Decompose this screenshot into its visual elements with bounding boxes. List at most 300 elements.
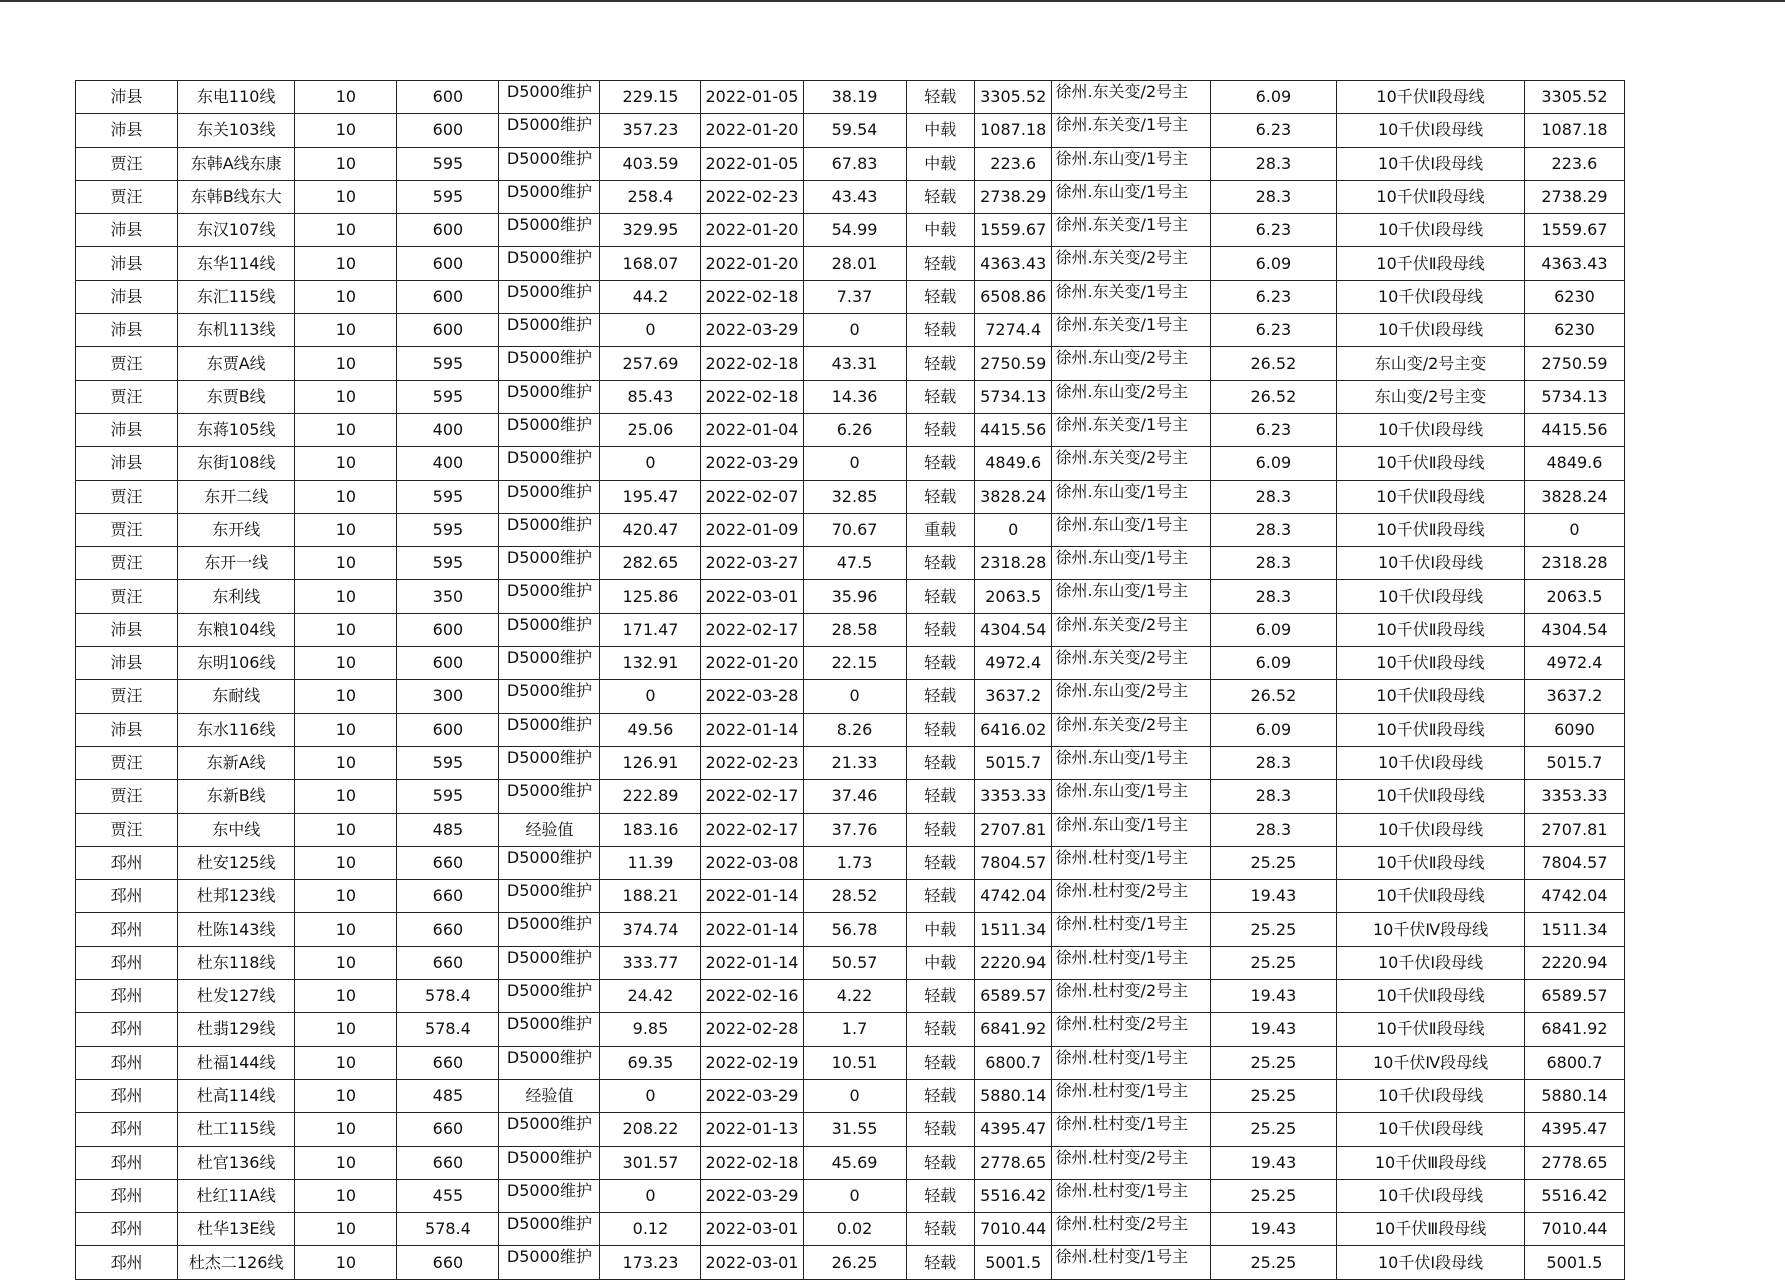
transformer-load-cell: 25.25 <box>1210 913 1337 946</box>
load-rate-cell: 70.67 <box>803 513 906 546</box>
main-transformer-cell: 徐州.东关变/2号主 <box>1052 81 1210 114</box>
table-row <box>76 780 1625 813</box>
bus-section-cell: 10千伏Ⅱ段母线 <box>1337 513 1525 546</box>
transformer-load-cell: 25.25 <box>1210 1079 1337 1112</box>
voltage-cell: 10 <box>295 1079 397 1112</box>
load-level-cell: 轻载 <box>906 280 974 313</box>
region-cell: 邳州 <box>76 1246 178 1279</box>
max-current-cell: 11.39 <box>600 846 701 879</box>
available-capacity-cell: 6841.92 <box>974 1013 1052 1046</box>
bus-section-cell: 10千伏Ⅱ段母线 <box>1337 480 1525 513</box>
voltage-cell: 10 <box>295 980 397 1013</box>
available-capacity-cell: 4415.56 <box>974 413 1052 446</box>
region-cell: 邳州 <box>76 980 178 1013</box>
open-capacity-cell: 3353.33 <box>1524 780 1624 813</box>
source-cell: D5000维护 <box>499 114 600 147</box>
date-cell: 2022-03-29 <box>701 314 803 347</box>
max-current-cell: 0 <box>600 680 701 713</box>
bus-section-cell: 10千伏Ⅱ段母线 <box>1337 880 1525 913</box>
rated-current-cell: 600 <box>397 713 499 746</box>
main-transformer-cell: 徐州.东山变/1号主 <box>1052 547 1210 580</box>
voltage-cell: 10 <box>295 347 397 380</box>
region-cell: 贾汪 <box>76 347 178 380</box>
date-cell: 2022-02-17 <box>701 613 803 646</box>
open-capacity-cell: 2707.81 <box>1524 813 1624 846</box>
main-transformer-cell: 徐州.东关变/2号主 <box>1052 713 1210 746</box>
load-level-cell: 轻载 <box>906 1046 974 1079</box>
main-transformer-cell: 徐州.东关变/2号主 <box>1052 247 1210 280</box>
transformer-load-cell: 25.25 <box>1210 1179 1337 1212</box>
source-cell: D5000维护 <box>499 713 600 746</box>
open-capacity-cell: 5001.5 <box>1524 1246 1624 1279</box>
bus-section-cell: 10千伏Ⅰ段母线 <box>1337 547 1525 580</box>
source-cell: D5000维护 <box>499 746 600 779</box>
transformer-load-cell: 25.25 <box>1210 846 1337 879</box>
rated-current-cell: 600 <box>397 613 499 646</box>
region-cell: 沛县 <box>76 280 178 313</box>
max-current-cell: 403.59 <box>600 147 701 180</box>
source-cell: D5000维护 <box>499 513 600 546</box>
line-name-cell: 东耐线 <box>178 680 295 713</box>
bus-section-cell: 10千伏Ⅳ段母线 <box>1337 1046 1525 1079</box>
max-current-cell: 125.86 <box>600 580 701 613</box>
table-row <box>76 347 1625 380</box>
voltage-cell: 10 <box>295 1179 397 1212</box>
line-name-cell: 东韩A线东康 <box>178 147 295 180</box>
load-rate-cell: 32.85 <box>803 480 906 513</box>
available-capacity-cell: 6589.57 <box>974 980 1052 1013</box>
open-capacity-cell: 2318.28 <box>1524 547 1624 580</box>
transformer-load-cell: 28.3 <box>1210 480 1337 513</box>
region-cell: 邳州 <box>76 946 178 979</box>
source-cell: D5000维护 <box>499 447 600 480</box>
open-capacity-cell: 6230 <box>1524 314 1624 347</box>
rated-current-cell: 660 <box>397 946 499 979</box>
table-row <box>76 913 1625 946</box>
rated-current-cell: 595 <box>397 746 499 779</box>
source-cell: D5000维护 <box>499 247 600 280</box>
date-cell: 2022-01-05 <box>701 81 803 114</box>
source-cell: D5000维护 <box>499 1213 600 1246</box>
transformer-load-cell: 28.3 <box>1210 180 1337 213</box>
date-cell: 2022-02-28 <box>701 1013 803 1046</box>
load-level-cell: 轻载 <box>906 980 974 1013</box>
voltage-cell: 10 <box>295 746 397 779</box>
main-transformer-cell: 徐州.杜村变/1号主 <box>1052 946 1210 979</box>
open-capacity-cell: 2750.59 <box>1524 347 1624 380</box>
load-level-cell: 轻载 <box>906 81 974 114</box>
transformer-load-cell: 6.09 <box>1210 447 1337 480</box>
line-name-cell: 东韩B线东大 <box>178 180 295 213</box>
bus-section-cell: 10千伏Ⅰ段母线 <box>1337 580 1525 613</box>
load-level-cell: 轻载 <box>906 1246 974 1279</box>
transformer-load-cell: 6.09 <box>1210 647 1337 680</box>
transformer-load-cell: 6.09 <box>1210 247 1337 280</box>
bus-section-cell: 10千伏Ⅱ段母线 <box>1337 980 1525 1013</box>
table-row <box>76 147 1625 180</box>
region-cell: 邳州 <box>76 880 178 913</box>
main-transformer-cell: 徐州.东山变/2号主 <box>1052 380 1210 413</box>
table-row <box>76 613 1625 646</box>
line-name-cell: 杜陈143线 <box>178 913 295 946</box>
voltage-cell: 10 <box>295 846 397 879</box>
voltage-cell: 10 <box>295 180 397 213</box>
load-rate-cell: 56.78 <box>803 913 906 946</box>
load-rate-cell: 1.7 <box>803 1013 906 1046</box>
date-cell: 2022-03-28 <box>701 680 803 713</box>
transformer-load-cell: 28.3 <box>1210 147 1337 180</box>
table-row <box>76 680 1625 713</box>
rated-current-cell: 660 <box>397 846 499 879</box>
rated-current-cell: 595 <box>397 480 499 513</box>
load-level-cell: 轻载 <box>906 647 974 680</box>
max-current-cell: 333.77 <box>600 946 701 979</box>
table-row <box>76 247 1625 280</box>
load-rate-cell: 0.02 <box>803 1213 906 1246</box>
rated-current-cell: 595 <box>397 513 499 546</box>
main-transformer-cell: 徐州.杜村变/1号主 <box>1052 1179 1210 1212</box>
region-cell: 沛县 <box>76 613 178 646</box>
transformer-load-cell: 28.3 <box>1210 813 1337 846</box>
table-row <box>76 647 1625 680</box>
open-capacity-cell: 5734.13 <box>1524 380 1624 413</box>
date-cell: 2022-02-23 <box>701 180 803 213</box>
load-level-cell: 中载 <box>906 147 974 180</box>
line-name-cell: 东关103线 <box>178 114 295 147</box>
region-cell: 邳州 <box>76 1046 178 1079</box>
table-row <box>76 746 1625 779</box>
available-capacity-cell: 1087.18 <box>974 114 1052 147</box>
table-row <box>76 1013 1625 1046</box>
region-cell: 沛县 <box>76 647 178 680</box>
main-transformer-cell: 徐州.东山变/1号主 <box>1052 180 1210 213</box>
voltage-cell: 10 <box>295 580 397 613</box>
voltage-cell: 10 <box>295 480 397 513</box>
max-current-cell: 49.56 <box>600 713 701 746</box>
main-transformer-cell: 徐州.东关变/1号主 <box>1052 314 1210 347</box>
transformer-load-cell: 6.09 <box>1210 81 1337 114</box>
source-cell: D5000维护 <box>499 314 600 347</box>
voltage-cell: 10 <box>295 680 397 713</box>
available-capacity-cell: 7274.4 <box>974 314 1052 347</box>
available-capacity-cell: 5734.13 <box>974 380 1052 413</box>
date-cell: 2022-02-18 <box>701 347 803 380</box>
load-level-cell: 轻载 <box>906 314 974 347</box>
source-cell: 经验值 <box>499 813 600 846</box>
voltage-cell: 10 <box>295 1146 397 1179</box>
rated-current-cell: 600 <box>397 214 499 247</box>
source-cell: D5000维护 <box>499 1246 600 1279</box>
rated-current-cell: 660 <box>397 913 499 946</box>
source-cell: D5000维护 <box>499 946 600 979</box>
line-name-cell: 东开二线 <box>178 480 295 513</box>
bus-section-cell: 10千伏Ⅱ段母线 <box>1337 180 1525 213</box>
transformer-load-cell: 6.23 <box>1210 314 1337 347</box>
rated-current-cell: 400 <box>397 413 499 446</box>
load-rate-cell: 21.33 <box>803 746 906 779</box>
available-capacity-cell: 4972.4 <box>974 647 1052 680</box>
open-capacity-cell: 2220.94 <box>1524 946 1624 979</box>
main-transformer-cell: 徐州.东山变/2号主 <box>1052 347 1210 380</box>
max-current-cell: 183.16 <box>600 813 701 846</box>
main-transformer-cell: 徐州.东山变/1号主 <box>1052 780 1210 813</box>
load-level-cell: 轻载 <box>906 746 974 779</box>
voltage-cell: 10 <box>295 114 397 147</box>
source-cell: D5000维护 <box>499 846 600 879</box>
load-rate-cell: 28.58 <box>803 613 906 646</box>
source-cell: D5000维护 <box>499 413 600 446</box>
rated-current-cell: 485 <box>397 813 499 846</box>
table-row <box>76 1179 1625 1212</box>
date-cell: 2022-01-13 <box>701 1113 803 1146</box>
max-current-cell: 374.74 <box>600 913 701 946</box>
voltage-cell: 10 <box>295 613 397 646</box>
bus-section-cell: 10千伏Ⅰ段母线 <box>1337 413 1525 446</box>
load-level-cell: 轻载 <box>906 1113 974 1146</box>
rated-current-cell: 600 <box>397 247 499 280</box>
open-capacity-cell: 6230 <box>1524 280 1624 313</box>
transformer-load-cell: 28.3 <box>1210 547 1337 580</box>
line-name-cell: 杜邦123线 <box>178 880 295 913</box>
open-capacity-cell: 6589.57 <box>1524 980 1624 1013</box>
transformer-load-cell: 19.43 <box>1210 980 1337 1013</box>
bus-section-cell: 10千伏Ⅰ段母线 <box>1337 1113 1525 1146</box>
source-cell: D5000维护 <box>499 547 600 580</box>
max-current-cell: 257.69 <box>600 347 701 380</box>
available-capacity-cell: 3353.33 <box>974 780 1052 813</box>
load-level-cell: 轻载 <box>906 813 974 846</box>
source-cell: D5000维护 <box>499 480 600 513</box>
date-cell: 2022-02-23 <box>701 746 803 779</box>
bus-section-cell: 10千伏Ⅱ段母线 <box>1337 247 1525 280</box>
date-cell: 2022-02-19 <box>701 1046 803 1079</box>
voltage-cell: 10 <box>295 447 397 480</box>
open-capacity-cell: 2063.5 <box>1524 580 1624 613</box>
line-name-cell: 杜华13E线 <box>178 1213 295 1246</box>
bus-section-cell: 东山变/2号主变 <box>1337 380 1525 413</box>
table-row <box>76 114 1625 147</box>
transformer-load-cell: 6.23 <box>1210 114 1337 147</box>
date-cell: 2022-01-20 <box>701 247 803 280</box>
load-rate-cell: 28.52 <box>803 880 906 913</box>
source-cell: D5000维护 <box>499 347 600 380</box>
region-cell: 沛县 <box>76 447 178 480</box>
bus-section-cell: 10千伏Ⅰ段母线 <box>1337 147 1525 180</box>
source-cell: 经验值 <box>499 1079 600 1112</box>
line-name-cell: 东机113线 <box>178 314 295 347</box>
max-current-cell: 188.21 <box>600 880 701 913</box>
max-current-cell: 229.15 <box>600 81 701 114</box>
line-name-cell: 东新B线 <box>178 780 295 813</box>
voltage-cell: 10 <box>295 913 397 946</box>
voltage-cell: 10 <box>295 880 397 913</box>
transformer-load-cell: 25.25 <box>1210 1046 1337 1079</box>
line-name-cell: 东开一线 <box>178 547 295 580</box>
load-level-cell: 轻载 <box>906 547 974 580</box>
max-current-cell: 0 <box>600 1079 701 1112</box>
region-cell: 贾汪 <box>76 380 178 413</box>
load-rate-cell: 8.26 <box>803 713 906 746</box>
voltage-cell: 10 <box>295 946 397 979</box>
table-row <box>76 1213 1625 1246</box>
load-rate-cell: 28.01 <box>803 247 906 280</box>
date-cell: 2022-01-14 <box>701 913 803 946</box>
region-cell: 贾汪 <box>76 480 178 513</box>
source-cell: D5000维护 <box>499 280 600 313</box>
load-level-cell: 中载 <box>906 913 974 946</box>
transformer-load-cell: 19.43 <box>1210 1013 1337 1046</box>
rated-current-cell: 578.4 <box>397 980 499 1013</box>
date-cell: 2022-02-07 <box>701 480 803 513</box>
load-rate-cell: 22.15 <box>803 647 906 680</box>
table-row <box>76 413 1625 446</box>
transformer-load-cell: 25.25 <box>1210 946 1337 979</box>
voltage-cell: 10 <box>295 1046 397 1079</box>
load-rate-cell: 37.76 <box>803 813 906 846</box>
line-name-cell: 杜安125线 <box>178 846 295 879</box>
load-level-cell: 轻载 <box>906 1146 974 1179</box>
source-cell: D5000维护 <box>499 380 600 413</box>
load-level-cell: 轻载 <box>906 347 974 380</box>
max-current-cell: 173.23 <box>600 1246 701 1279</box>
bus-section-cell: 10千伏Ⅲ段母线 <box>1337 1146 1525 1179</box>
open-capacity-cell: 4742.04 <box>1524 880 1624 913</box>
load-rate-cell: 54.99 <box>803 214 906 247</box>
available-capacity-cell: 7010.44 <box>974 1213 1052 1246</box>
date-cell: 2022-02-17 <box>701 780 803 813</box>
voltage-cell: 10 <box>295 647 397 680</box>
available-capacity-cell: 2318.28 <box>974 547 1052 580</box>
load-rate-cell: 0 <box>803 1079 906 1112</box>
available-capacity-cell: 0 <box>974 513 1052 546</box>
load-rate-cell: 10.51 <box>803 1046 906 1079</box>
open-capacity-cell: 7010.44 <box>1524 1213 1624 1246</box>
date-cell: 2022-01-20 <box>701 647 803 680</box>
transformer-load-cell: 26.52 <box>1210 380 1337 413</box>
line-name-cell: 东华114线 <box>178 247 295 280</box>
table-row <box>76 813 1625 846</box>
open-capacity-cell: 4304.54 <box>1524 613 1624 646</box>
date-cell: 2022-03-29 <box>701 1179 803 1212</box>
bus-section-cell: 10千伏Ⅱ段母线 <box>1337 647 1525 680</box>
table-row <box>76 713 1625 746</box>
open-capacity-cell: 3305.52 <box>1524 81 1624 114</box>
region-cell: 贾汪 <box>76 780 178 813</box>
region-cell: 邳州 <box>76 1013 178 1046</box>
rated-current-cell: 350 <box>397 580 499 613</box>
load-rate-cell: 6.26 <box>803 413 906 446</box>
rated-current-cell: 600 <box>397 314 499 347</box>
line-name-cell: 杜红11A线 <box>178 1179 295 1212</box>
load-level-cell: 轻载 <box>906 413 974 446</box>
transformer-load-cell: 19.43 <box>1210 880 1337 913</box>
region-cell: 贾汪 <box>76 680 178 713</box>
main-transformer-cell: 徐州.东山变/1号主 <box>1052 480 1210 513</box>
max-current-cell: 69.35 <box>600 1046 701 1079</box>
line-name-cell: 杜福144线 <box>178 1046 295 1079</box>
line-name-cell: 东水116线 <box>178 713 295 746</box>
available-capacity-cell: 4395.47 <box>974 1113 1052 1146</box>
load-rate-cell: 0 <box>803 447 906 480</box>
line-name-cell: 杜东118线 <box>178 946 295 979</box>
available-capacity-cell: 4742.04 <box>974 880 1052 913</box>
load-rate-cell: 35.96 <box>803 580 906 613</box>
source-cell: D5000维护 <box>499 680 600 713</box>
line-name-cell: 东新A线 <box>178 746 295 779</box>
bus-section-cell: 10千伏Ⅱ段母线 <box>1337 81 1525 114</box>
rated-current-cell: 455 <box>397 1179 499 1212</box>
voltage-cell: 10 <box>295 147 397 180</box>
open-capacity-cell: 6841.92 <box>1524 1013 1624 1046</box>
open-capacity-cell: 4363.43 <box>1524 247 1624 280</box>
source-cell: D5000维护 <box>499 81 600 114</box>
main-transformer-cell: 徐州.杜村变/1号主 <box>1052 913 1210 946</box>
load-rate-cell: 14.36 <box>803 380 906 413</box>
main-transformer-cell: 徐州.东山变/1号主 <box>1052 580 1210 613</box>
load-level-cell: 轻载 <box>906 1179 974 1212</box>
rated-current-cell: 600 <box>397 647 499 680</box>
main-transformer-cell: 徐州.东山变/1号主 <box>1052 746 1210 779</box>
rated-current-cell: 400 <box>397 447 499 480</box>
rated-current-cell: 600 <box>397 114 499 147</box>
load-rate-cell: 0 <box>803 314 906 347</box>
available-capacity-cell: 223.6 <box>974 147 1052 180</box>
bus-section-cell: 10千伏Ⅰ段母线 <box>1337 314 1525 347</box>
bus-section-cell: 10千伏Ⅲ段母线 <box>1337 1213 1525 1246</box>
max-current-cell: 24.42 <box>600 980 701 1013</box>
table-row <box>76 447 1625 480</box>
region-cell: 贾汪 <box>76 513 178 546</box>
source-cell: D5000维护 <box>499 180 600 213</box>
region-cell: 沛县 <box>76 713 178 746</box>
table-row <box>76 946 1625 979</box>
bus-section-cell: 10千伏Ⅱ段母线 <box>1337 1013 1525 1046</box>
date-cell: 2022-03-01 <box>701 580 803 613</box>
date-cell: 2022-01-09 <box>701 513 803 546</box>
open-capacity-cell: 3828.24 <box>1524 480 1624 513</box>
region-cell: 贾汪 <box>76 746 178 779</box>
load-level-cell: 中载 <box>906 214 974 247</box>
table-row <box>76 314 1625 347</box>
max-current-cell: 420.47 <box>600 513 701 546</box>
feeder-load-table <box>75 80 1625 1280</box>
line-name-cell: 东蒋105线 <box>178 413 295 446</box>
voltage-cell: 10 <box>295 1013 397 1046</box>
table-row <box>76 1146 1625 1179</box>
voltage-cell: 10 <box>295 380 397 413</box>
max-current-cell: 222.89 <box>600 780 701 813</box>
load-rate-cell: 67.83 <box>803 147 906 180</box>
max-current-cell: 0 <box>600 1179 701 1212</box>
bus-section-cell: 10千伏Ⅰ段母线 <box>1337 1179 1525 1212</box>
line-name-cell: 杜发127线 <box>178 980 295 1013</box>
bus-section-cell: 10千伏Ⅱ段母线 <box>1337 613 1525 646</box>
region-cell: 贾汪 <box>76 813 178 846</box>
date-cell: 2022-01-04 <box>701 413 803 446</box>
transformer-load-cell: 28.3 <box>1210 780 1337 813</box>
line-name-cell: 东开线 <box>178 513 295 546</box>
main-transformer-cell: 徐州.杜村变/2号主 <box>1052 1146 1210 1179</box>
open-capacity-cell: 4395.47 <box>1524 1113 1624 1146</box>
line-name-cell: 东街108线 <box>178 447 295 480</box>
date-cell: 2022-01-14 <box>701 880 803 913</box>
voltage-cell: 10 <box>295 1213 397 1246</box>
table-row <box>76 1246 1625 1279</box>
voltage-cell: 10 <box>295 413 397 446</box>
table-row <box>76 513 1625 546</box>
max-current-cell: 258.4 <box>600 180 701 213</box>
max-current-cell: 168.07 <box>600 247 701 280</box>
